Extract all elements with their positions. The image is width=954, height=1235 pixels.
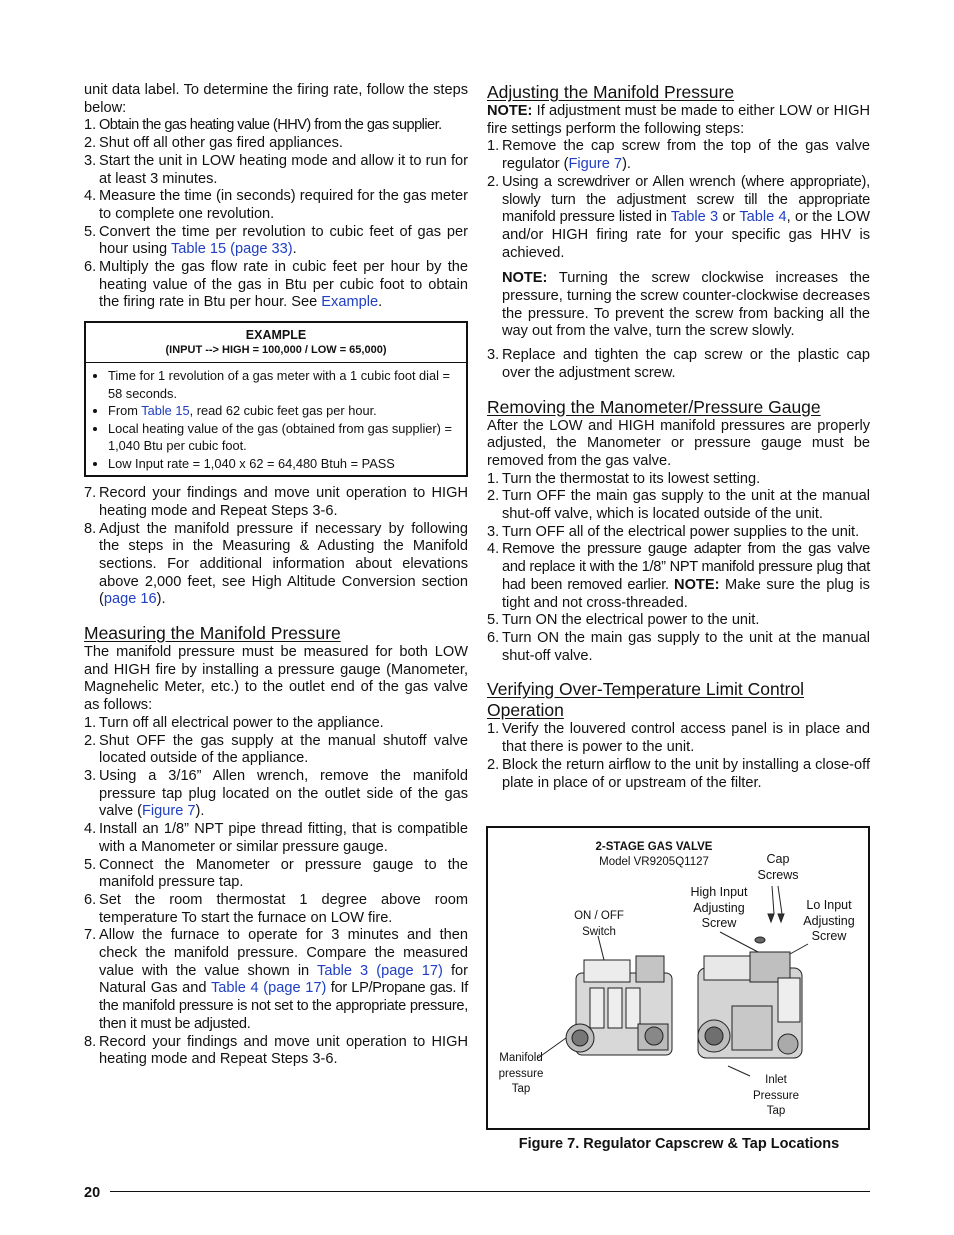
list-item: 1. Remove the cap screw from the top of the gas valve regulator (Figure 7).: [487, 138, 870, 173]
inlet-tap-label: Inlet Pressure Tap: [752, 1074, 800, 1117]
figure-caption: Figure 7. Regulator Capscrew & Tap Locations: [518, 1136, 840, 1152]
list-item: 1. Turn the thermostat to its lowest setting.: [487, 470, 761, 487]
list-item: 1. Verify the louvered control access panel is in place and that there is power to the unit.: [487, 721, 870, 756]
list-item: 5. Connect the Manometer or pressure gauge to the manifold pressure tap.: [84, 856, 468, 891]
table3-link[interactable]: Table 3 (page 17): [317, 962, 443, 979]
figure7-link[interactable]: Figure 7: [141, 803, 196, 820]
figure-model: Model VR9205Q1127: [599, 856, 709, 868]
adjusting-steps: [487, 138, 870, 262]
verifying-heading: Verifying Over-Temperature Limit Control Operation: [487, 679, 805, 721]
gas-valve-illustration: [488, 828, 868, 1128]
firing-rate-steps: [84, 117, 468, 312]
list-item: 2. Turn OFF the main gas supply to the unit at the manual shut-off valve, which is located outside of the unit.: [487, 488, 870, 523]
list-item: 3. Using a 3/16” Allen wrench, remove the manifold pressure tap plug located on the outlet side of the gas valve (Figure 7).: [84, 767, 468, 820]
adjusting-heading: Adjusting the Manifold Pressure: [487, 82, 735, 102]
list-item: 6. Multiply the gas flow rate in cubic feet per hour by the heating value of the gas in Btu per cubic foot to obtain the firing rate in Btu per hour. See Example.: [84, 259, 468, 311]
list-item: • Low Input rate = 1,040 x 62 = 64,480 Btuh = PASS: [108, 455, 458, 473]
example-box: [84, 321, 468, 477]
example-header: [86, 323, 466, 363]
page16-link[interactable]: page 16: [103, 591, 157, 608]
table4-link[interactable]: Table 4 (page 17): [210, 980, 327, 997]
example-link[interactable]: Example: [321, 294, 379, 311]
list-item: • From Table 15, read 62 cubic feet gas per hour.: [108, 402, 458, 420]
table3-link[interactable]: Table 3: [670, 209, 719, 226]
list-item: 7. Allow the furnace to operate for 3 minutes and then check the manifold pressure. Compare the measured value with the value shown in Table 3 (page 17) for Natural Gas and Table 4 (page 17) for LP/Propane gas. If the manifold pressure is not set to the appropriate pressure, then it must be adjusted.: [84, 927, 469, 1032]
list-item: 7. Record your findings and move unit operation to HIGH heating mode and Repeat Steps 3-6.: [84, 485, 468, 519]
manifold-tap-label: Manifold pressure Tap: [498, 1052, 544, 1095]
list-item: • Local heating value of the gas (obtained from gas supplier) = 1,040 Btu per cubic foot.: [108, 420, 458, 455]
removing-heading: Removing the Manometer/Pressure Gauge: [487, 396, 821, 417]
list-item: 3. Start the unit in LOW heating mode and allow it to run for at least 3 minutes.: [84, 152, 468, 187]
removing-intro: After the LOW and HIGH manifold pressures are properly adjusted, the Manometer or pressure gauge must be removed from the gas valve.: [487, 417, 870, 469]
example-bullets: [86, 363, 466, 475]
measuring-intro: The manifold pressure must be measured for both LOW and HIGH fire by installing a pressure gauge (Manometer, Magnehelic Meter, etc.) to the outlet end of the gas valve as follows:: [84, 644, 468, 714]
list-item: 4. Remove the pressure gauge adapter from the gas valve and replace it with the 1/8” NPT manifold pressure plug that had been removed earlier. NOTE: Make sure the plug is tight and not cross-threaded.: [487, 541, 870, 611]
removing-steps: [487, 471, 870, 666]
figure-7: [486, 826, 870, 1130]
example-title: EXAMPLE: [245, 328, 307, 343]
list-item: 2. Shut off all other gas fired appliances.: [84, 135, 343, 152]
table15-link[interactable]: Table 15: [141, 403, 190, 419]
example-subtitle: (INPUT --> HIGH = 100,000 / LOW = 65,000): [165, 344, 387, 357]
adjusting-steps-continued: [487, 347, 870, 382]
list-item: 8. Adjust the manifold pressure if necessary by following the steps in the Measuring & Adusting the Manifold sections. For additional information about elevations above 2,000 feet, see High Altitude Conversion section (page 16).: [84, 520, 468, 608]
cap-screws-label: Cap Screws: [757, 852, 799, 882]
list-item: 5. Turn ON the electrical power to the unit.: [487, 612, 760, 629]
high-input-label: High Input Adjusting Screw: [690, 885, 748, 930]
list-item: 2. Using a screwdriver or Allen wrench (where appropriate), slowly turn the adjustment screw till the appropriate manifold pressure listed in Table 3 or Table 4, or the LOW and/or HIGH firing rate for your specific gas HHV is achieved.: [487, 173, 870, 261]
figure7-link[interactable]: Figure 7: [568, 156, 623, 173]
measuring-heading: Measuring the Manifold Pressure: [84, 623, 341, 644]
list-item: 3. Replace and tighten the cap screw or the plastic cap over the adjustment screw.: [487, 347, 870, 381]
intro-text: unit data label. To determine the firing rate, follow the steps below:: [84, 82, 468, 116]
lo-input-label: Lo Input Adjusting Screw: [803, 898, 855, 943]
list-item: 6. Set the room thermostat 1 degree above room temperature To start the furnace on LOW fire.: [84, 891, 468, 926]
figure-title: 2-STAGE GAS VALVE: [595, 841, 713, 853]
list-item: 5. Convert the time per revolution to cubic feet of gas per hour using Table 15 (page 33).: [84, 223, 468, 258]
list-item: 3. Turn OFF all of the electrical power supplies to the unit.: [487, 523, 860, 540]
page-number: 20: [84, 1185, 101, 1201]
footer-rule: [110, 1191, 870, 1192]
list-item: 2. Block the return airflow to the unit by installing a close-off plate in place of or upstream of the filter.: [487, 756, 871, 791]
list-item: 4. Install an 1/8” NPT pipe thread fitting, that is compatible with a Manometer or similar pressure gauge.: [84, 821, 468, 855]
list-item: 6. Turn ON the main gas supply to the unit at the manual shut-off valve.: [487, 629, 870, 664]
firing-rate-steps-continued: [84, 485, 468, 609]
list-item: 2. Shut OFF the gas supply at the manual shutoff valve located outside of the appliance.: [84, 732, 468, 767]
table15-link[interactable]: Table 15 (page 33): [170, 241, 293, 258]
list-item: 4. Measure the time (in seconds) required for the gas meter to complete one revolution.: [84, 188, 468, 222]
list-item: 1. Turn off all electrical power to the appliance.: [84, 714, 384, 731]
list-item: 1. Obtain the gas heating value (HHV) from the gas supplier.: [84, 117, 442, 134]
screw-note: NOTE: Turning the screw clockwise increases the pressure, turning the screw counter-clockwise decreases the pressure. To prevent the screw from backing all the way out from the valve, turn the screw slowly.: [502, 270, 870, 340]
list-item: 8. Record your findings and move unit operation to HIGH heating mode and Repeat Steps 3-6.: [84, 1033, 468, 1068]
table4-link[interactable]: Table 4: [739, 209, 787, 226]
verifying-steps: [487, 721, 870, 792]
measuring-steps: [84, 715, 468, 1069]
on-off-label: ON / OFF Switch: [574, 910, 624, 938]
adjusting-note: NOTE: If adjustment must be made to either LOW or HIGH fire settings perform the following steps:: [487, 103, 870, 137]
left-column: [84, 82, 468, 1069]
right-column: [487, 82, 870, 792]
list-item: • Time for 1 revolution of a gas meter with a 1 cubic foot dial = 58 seconds.: [108, 367, 458, 402]
